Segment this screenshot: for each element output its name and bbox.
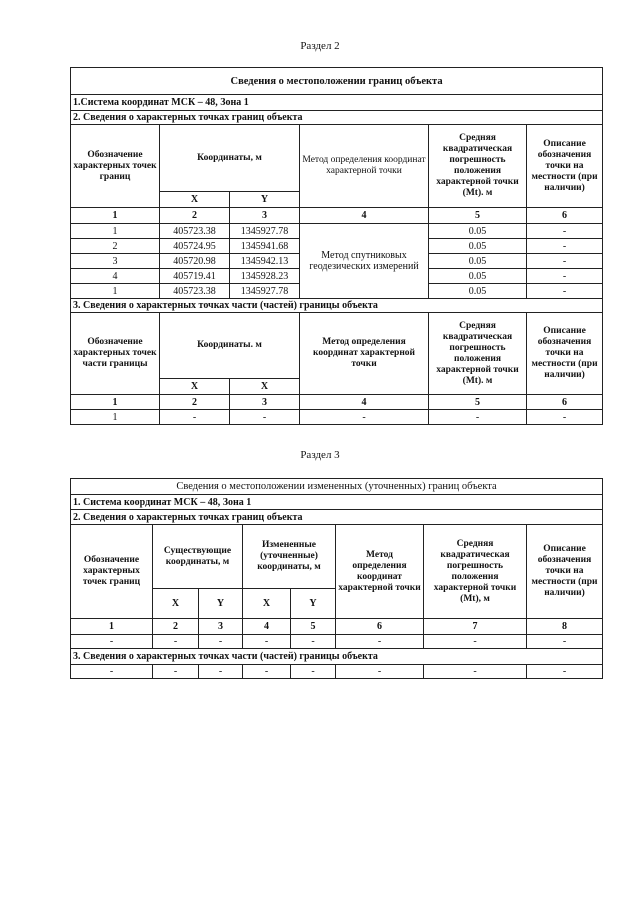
s3-hdr-y: Y <box>199 589 243 619</box>
parts-hdr-method: Метод определения координат характерной точки <box>300 313 429 395</box>
s3-hdr-description: Описание обозначения точки на местности (при наличии) <box>527 525 603 619</box>
table-cell: - <box>336 665 424 679</box>
table-cell: - <box>336 635 424 649</box>
point-x: 405724.95 <box>160 239 230 254</box>
section3-parts-header: 3. Сведения о характерных точках части (частей) границы объекта <box>71 649 603 665</box>
s3-hdr-x: X <box>153 589 199 619</box>
hdr-y: Y <box>230 192 300 208</box>
table-cell: - <box>243 635 291 649</box>
col-number: 1 <box>71 619 153 635</box>
table-cell: - <box>527 635 603 649</box>
col-number: 2 <box>153 619 199 635</box>
point-desc: - <box>527 239 603 254</box>
point-desc: - <box>527 284 603 299</box>
table-cell: - <box>199 665 243 679</box>
col-number: 4 <box>300 395 429 410</box>
table-cell: - <box>71 665 153 679</box>
point-number: 2 <box>71 239 160 254</box>
section2-coord-system: 1.Система координат МСК – 48, Зона 1 <box>71 95 603 111</box>
col-number: 2 <box>160 395 230 410</box>
col-number: 3 <box>230 395 300 410</box>
table-cell: - <box>424 635 527 649</box>
table-cell: - <box>230 410 300 425</box>
hdr-designation: Обозначение характерных точек границ <box>71 125 160 208</box>
s3-hdr-existing: Существующие координаты, м <box>153 525 243 589</box>
table-row <box>71 410 603 425</box>
col-number: 3 <box>199 619 243 635</box>
hdr-x: X <box>160 192 230 208</box>
table-row <box>71 635 603 649</box>
section2-points-header: 2. Сведения о характерных точках границ объекта <box>71 111 603 125</box>
parts-hdr-error: Средняя квадратическая погрешность положения характерной точки (Mt). м <box>429 313 527 395</box>
point-mt: 0.05 <box>429 239 527 254</box>
col-number: 2 <box>160 208 230 224</box>
section2-table <box>70 67 603 425</box>
point-y: 1345927.78 <box>230 284 300 299</box>
point-mt: 0.05 <box>429 269 527 284</box>
point-y: 1345928.23 <box>230 269 300 284</box>
parts-hdr-description: Описание обозначения точки на местности (при наличии) <box>527 313 603 395</box>
section3-table-title: Сведения о местоположении измененных (уточненных) границ объекта <box>71 479 603 495</box>
s3-hdr-changed: Измененные (уточненные) координаты, м <box>243 525 336 589</box>
table-cell: - <box>291 635 336 649</box>
col-number: 8 <box>527 619 603 635</box>
s3-hdr-y: Y <box>291 589 336 619</box>
col-number: 4 <box>300 208 429 224</box>
col-number: 3 <box>230 208 300 224</box>
table-cell: - <box>153 665 199 679</box>
col-number: 5 <box>429 395 527 410</box>
point-x: 405720.98 <box>160 254 230 269</box>
parts-hdr-x: X <box>160 379 230 395</box>
table-row <box>71 665 603 679</box>
table-cell: - <box>153 635 199 649</box>
hdr-coords: Координаты, м <box>160 125 300 192</box>
point-x: 405723.38 <box>160 224 230 239</box>
point-number: 1 <box>71 224 160 239</box>
col-number: 4 <box>243 619 291 635</box>
col-number: 1 <box>71 208 160 224</box>
point-desc: - <box>527 269 603 284</box>
table-cell: - <box>160 410 230 425</box>
col-number: 6 <box>527 395 603 410</box>
section3-coord-system: 1. Система координат МСК – 48, Зона 1 <box>71 495 603 510</box>
point-y: 1345941.68 <box>230 239 300 254</box>
section3-table <box>70 478 603 679</box>
point-desc: - <box>527 254 603 269</box>
point-number: 1 <box>71 284 160 299</box>
parts-hdr-coords: Координаты. м <box>160 313 300 379</box>
point-desc: - <box>527 224 603 239</box>
point-x: 405719.41 <box>160 269 230 284</box>
s3-hdr-designation: Обозначение характерных точек границ <box>71 525 153 619</box>
section3-points-header: 2. Сведения о характерных точках границ объекта <box>71 510 603 525</box>
table-cell: - <box>243 665 291 679</box>
column-numbers-row <box>71 208 603 224</box>
table-cell: - <box>527 410 603 425</box>
hdr-description: Описание обозначения точки на местности (при наличии) <box>527 125 603 208</box>
table-row <box>71 224 603 239</box>
point-mt: 0.05 <box>429 254 527 269</box>
parts-column-numbers-row <box>71 395 603 410</box>
point-mt: 0.05 <box>429 224 527 239</box>
parts-hdr-designation: Обозначение характерных точек части границы <box>71 313 160 395</box>
section2-title: Раздел 2 <box>300 40 340 52</box>
point-y: 1345942.13 <box>230 254 300 269</box>
s3-hdr-error: Средняя квадратическая погрешность положения характерной точки (Mt), м <box>424 525 527 619</box>
parts-hdr-y: X <box>230 379 300 395</box>
table-cell: - <box>291 665 336 679</box>
col-number: 6 <box>336 619 424 635</box>
s3-hdr-method: Метод определения координат характерной точки <box>336 525 424 619</box>
table-cell: - <box>300 410 429 425</box>
table-cell: - <box>424 665 527 679</box>
method-value: Метод спутниковых геодезических измерений <box>300 224 429 299</box>
table-cell: - <box>199 635 243 649</box>
hdr-error: Средняя квадратическая погрешность положения характерной точки (Mt). м <box>429 125 527 208</box>
table-cell: 1 <box>71 410 160 425</box>
col-number: 5 <box>291 619 336 635</box>
section2-table-title: Сведения о местоположении границ объекта <box>71 68 603 95</box>
section2-parts-header: 3. Сведения о характерных точках части (частей) границы объекта <box>71 299 603 313</box>
col-number: 6 <box>527 208 603 224</box>
point-x: 405723.38 <box>160 284 230 299</box>
s3-column-numbers-row <box>71 619 603 635</box>
col-number: 1 <box>71 395 160 410</box>
section3-title: Раздел 3 <box>300 449 340 461</box>
col-number: 5 <box>429 208 527 224</box>
s3-hdr-x: X <box>243 589 291 619</box>
hdr-method: Метод определения координат характерной точки <box>300 125 429 208</box>
point-y: 1345927.78 <box>230 224 300 239</box>
point-number: 3 <box>71 254 160 269</box>
point-mt: 0.05 <box>429 284 527 299</box>
col-number: 7 <box>424 619 527 635</box>
table-cell: - <box>527 665 603 679</box>
table-cell: - <box>429 410 527 425</box>
point-number: 4 <box>71 269 160 284</box>
table-cell: - <box>71 635 153 649</box>
